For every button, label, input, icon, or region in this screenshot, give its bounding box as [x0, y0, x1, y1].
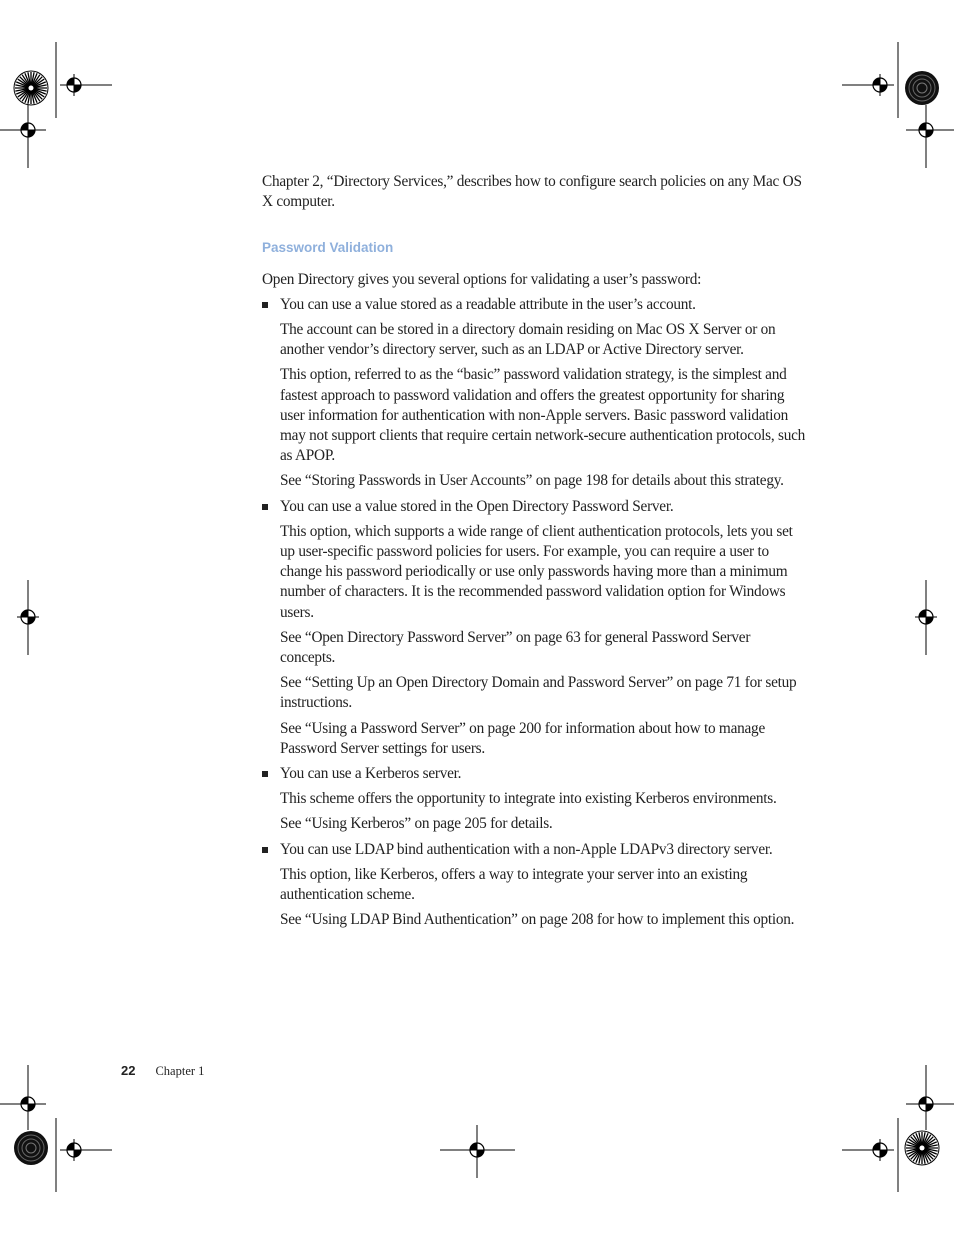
sub-paragraph: See “Using Kerberos” on page 205 for details. [280, 815, 553, 833]
bullet-icon [262, 302, 268, 308]
sub-paragraph: This option, referred to as the “basic” password validation strategy, is the simplest and fastest approach to password validation and offers the greatest opportunity for sharing user information for authentication with non-Apple servers. Basic password validation may not support clients that require certain network-secure authentication protocols, such as APOP. [280, 366, 806, 465]
sub-paragraph: This scheme offers the opportunity to integrate into existing Kerberos environments. [280, 790, 777, 808]
page-body [262, 172, 807, 936]
bullet-item [262, 764, 807, 784]
intro-paragraph: Chapter 2, “Directory Services,” describes how to configure search policies on any Mac OS X computer. [262, 173, 802, 211]
sub-paragraph: This option, which supports a wide range of client authentication protocols, lets you set up user-specific password policies for users. For example, you can require a user to change his password periodically or use only passwords having more than a minimum number of characters. It is the recommended password validation option for Windows users. [280, 522, 793, 621]
bullet-item [262, 840, 807, 860]
bullet-text: You can use a value stored as a readable attribute in the user’s account. [280, 295, 696, 313]
sub-paragraph: See “Using LDAP Bind Authentication” on page 208 for how to implement this option. [280, 911, 795, 929]
section-lead: Open Directory gives you several options for validating a user’s password: [262, 270, 702, 288]
bullet-icon [262, 771, 268, 777]
sub-paragraph: This option, like Kerberos, offers a way to integrate your server into an existing authentication scheme. [280, 865, 748, 904]
chapter-label: Chapter 1 [155, 1064, 205, 1078]
sub-paragraph: See “Setting Up an Open Directory Domain and Password Server” on page 71 for setup instructions. [280, 674, 797, 712]
bullet-text: You can use a Kerberos server. [280, 765, 462, 783]
bullet-item [262, 295, 807, 315]
option-item [262, 497, 807, 759]
bullet-icon [262, 504, 268, 510]
bullet-icon [262, 847, 268, 853]
sub-paragraph: See “Open Directory Password Server” on page 63 for general Password Server concepts. [280, 628, 751, 667]
bullet-text: You can use LDAP bind authentication with a non-Apple LDAPv3 directory server. [280, 840, 773, 858]
bullet-text: You can use a value stored in the Open Directory Password Server. [280, 497, 674, 515]
option-item [262, 764, 807, 835]
section-heading: Password Validation [262, 240, 394, 256]
option-item [262, 295, 807, 492]
sub-paragraph: The account can be stored in a directory domain residing on Mac OS X Server or on another vendor’s directory server, such as an LDAP or Active Directory server. [280, 321, 776, 359]
page-footer [121, 1063, 204, 1079]
page-number: 22 [121, 1063, 136, 1078]
sub-paragraph: See “Using a Password Server” on page 200 for information about how to manage Password Server settings for users. [280, 719, 765, 757]
sub-paragraph: See “Storing Passwords in User Accounts” on page 198 for details about this strategy. [280, 472, 784, 490]
bullet-item [262, 497, 807, 517]
option-item [262, 840, 807, 931]
